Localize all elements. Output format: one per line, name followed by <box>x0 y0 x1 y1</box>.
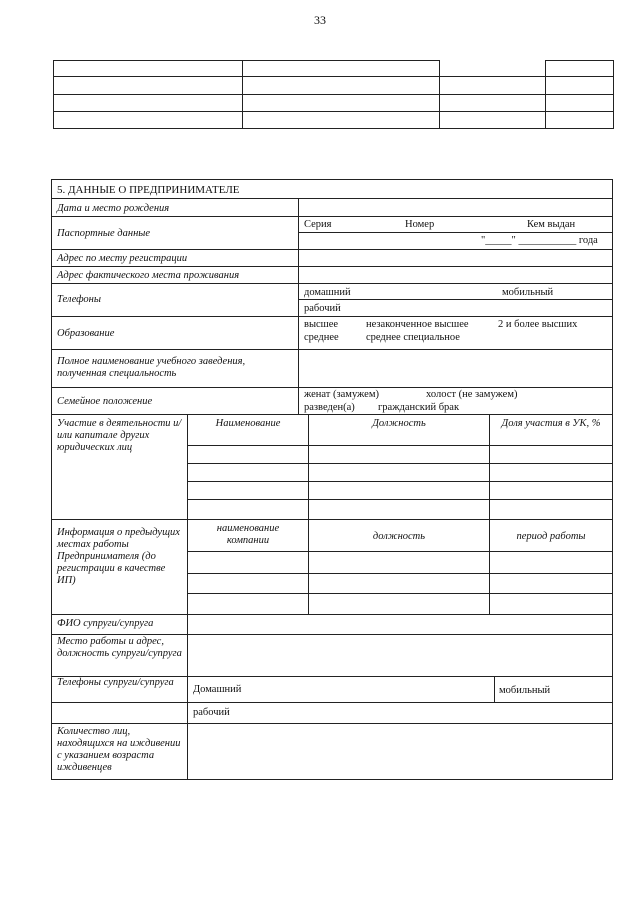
label-spouse-name: ФИО супруги/супруга <box>57 618 154 629</box>
spouse-name-field[interactable] <box>188 615 612 634</box>
label-marital: Семейное положение <box>57 396 153 407</box>
spouse-work-phone-label: рабочий <box>193 707 230 718</box>
edu-incomplete[interactable]: незаконченное высшее <box>366 319 469 330</box>
page-number: 33 <box>314 13 326 27</box>
edu-higher[interactable]: высшее <box>304 319 339 330</box>
phone-home-label: домашний <box>304 287 351 298</box>
label-dependents: Количество лиц, находящихся на иждивении с указанием возраста иждивенцев <box>57 726 181 773</box>
birth-field[interactable] <box>299 199 612 216</box>
label-phones: Телефоны <box>57 294 101 305</box>
label-prev-jobs: Информация о предыдущих местах работы Предпринимателя (до регистрации в качестве ИП) <box>57 527 180 586</box>
part-col-position: Должность <box>372 418 426 429</box>
phone-mobile-label: мобильный <box>502 287 554 298</box>
passport-issued-label: Кем выдан <box>527 219 576 230</box>
label-passport: Паспортные данные <box>57 228 151 239</box>
prev-col-period: период работы <box>516 531 586 542</box>
edu-secondary-special[interactable]: среднее специальное <box>366 332 460 343</box>
marital-married[interactable]: женат (замужем) <box>304 389 379 400</box>
passport-number-label: Номер <box>405 219 435 230</box>
part-col-name: Наименование <box>215 418 281 429</box>
marital-civil[interactable]: гражданский брак <box>378 402 460 413</box>
spouse-home-label: Домашний <box>193 684 242 695</box>
label-spouse-phones: Телефоны супруги/супруга <box>57 677 174 688</box>
label-institution: Полное наименование учебного заведения, полученная специальность <box>57 356 246 379</box>
edu-two-or-more[interactable]: 2 и более высших <box>498 319 578 330</box>
dependents-field[interactable] <box>188 724 612 779</box>
prev-col-position: должность <box>372 531 426 542</box>
phone-work-label: рабочий <box>304 303 341 314</box>
institution-field[interactable] <box>299 350 612 387</box>
passport-series-label: Серия <box>304 219 332 230</box>
label-actual-address: Адрес фактического места проживания <box>57 270 240 281</box>
marital-divorced[interactable]: разведен(а) <box>304 402 355 413</box>
label-birth: Дата и место рождения <box>57 203 170 214</box>
reg-address-field[interactable] <box>299 250 612 266</box>
label-reg-address: Адрес по месту регистрации <box>57 253 188 264</box>
label-participation: Участие в деятельности и/или капитале других юридических лиц <box>57 418 182 453</box>
part-col-share: Доля участия в УК, % <box>501 418 601 429</box>
passport-date-line: "_____" ___________ года <box>481 235 598 246</box>
marital-single[interactable]: холост (не замужем) <box>426 389 518 400</box>
edu-secondary[interactable]: среднее <box>304 332 339 343</box>
spouse-mobile-label: мобильный <box>499 685 551 696</box>
passport-field[interactable] <box>299 217 612 249</box>
label-spouse-work: Место работы и адрес, должность супруги/супруга <box>57 636 182 659</box>
label-education: Образование <box>57 328 115 339</box>
prev-col-company: наименование компании <box>216 523 280 546</box>
section-title: 5. ДАННЫЕ О ПРЕДПРИНИМАТЕЛЕ <box>57 184 240 196</box>
phones-field[interactable] <box>299 284 612 316</box>
spouse-work-field[interactable] <box>188 635 612 676</box>
actual-address-field[interactable] <box>299 267 612 283</box>
